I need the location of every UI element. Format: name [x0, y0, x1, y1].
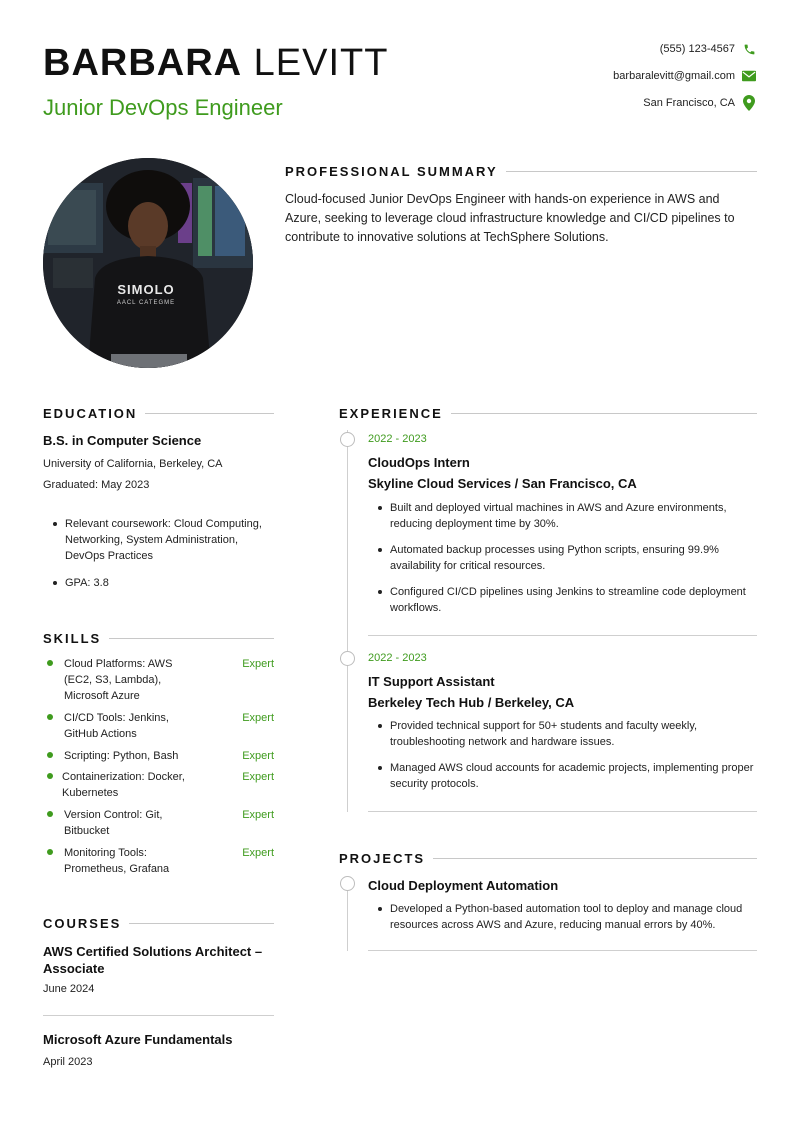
bullet-dot [47, 752, 53, 758]
timeline-node [340, 876, 355, 891]
candidate-name [43, 44, 388, 82]
job-divider [368, 635, 757, 636]
heading-rule [129, 923, 274, 924]
experience-heading [339, 406, 757, 421]
skill-level: Expert [242, 771, 274, 783]
contact-email [496, 68, 756, 84]
skill-name: Containerization: Docker, Kubernetes [62, 771, 185, 799]
list-item: Built and deployed virtual machines in AWS and Azure environments, reducing deployment time by 30%. [375, 500, 765, 532]
shirt-print-line2: AACL CATEGME [116, 300, 176, 306]
phone-text: (555) 123-4567 [659, 43, 735, 55]
list-item: GPA: 3.8 [50, 575, 275, 591]
job-bullets [375, 718, 775, 792]
skill-level: Expert [242, 750, 274, 762]
skill-level: Expert [242, 809, 274, 821]
shirt-print-line1: SIMOLO [117, 282, 175, 297]
timeline-node [340, 651, 355, 666]
timeline-node [340, 432, 355, 447]
education-heading [43, 406, 274, 421]
list-item: Configured CI/CD pipelines using Jenkins to streamline code deployment workflows. [375, 584, 765, 616]
skill-name: Version Control: Git, Bitbucket [64, 809, 163, 837]
education-bullets [50, 516, 275, 591]
bullet-dot [47, 849, 53, 855]
job-divider [368, 811, 757, 812]
project-divider [368, 950, 757, 951]
projects-heading-text: PROJECTS [339, 851, 426, 866]
school: University of California, Berkeley, CA [43, 458, 223, 470]
course-title: Microsoft Azure Fundamentals [43, 1032, 233, 1047]
list-item: Provided technical support for 50+ students and faculty weekly, troubleshooting network and hardware issues. [375, 718, 775, 750]
job-dates: 2022 - 2023 [368, 652, 427, 664]
contact-location [496, 95, 756, 111]
skill-name: Monitoring Tools: Prometheus, Grafana [64, 847, 170, 875]
skill-level: Expert [242, 658, 274, 670]
experience-heading-text: EXPERIENCE [339, 406, 443, 421]
course-date: June 2024 [43, 983, 95, 995]
skills-heading [43, 631, 274, 646]
skill-name: Cloud Platforms: AWS (EC2, S3, Lambda), Microsoft Azure [64, 658, 173, 702]
job-role: CloudOps Intern [368, 455, 470, 470]
project-title: Cloud Deployment Automation [368, 878, 559, 893]
bullet-dot [47, 714, 53, 720]
map-pin-icon [742, 96, 756, 110]
experience-timeline [347, 430, 348, 812]
skills-heading-text: SKILLS [43, 631, 102, 646]
list-item: Managed AWS cloud accounts for academic projects, implementing proper security protocols. [375, 760, 775, 792]
list-item: Developed a Python-based automation tool to deploy and manage cloud resources across AWS and Azure, reducing manual errors by 40%. [375, 901, 765, 933]
last-name: LEVITT [253, 42, 389, 84]
summary-text: Cloud-focused Junior DevOps Engineer with hands-on experience in AWS and Azure, seeking to leverage cloud infrastructure knowledge and CI/CD pipelines to contribute to innovative solutions at TechSphere Solutions. [285, 192, 735, 244]
course-date: April 2023 [43, 1056, 93, 1068]
phone-icon [742, 42, 756, 56]
skill-name: Scripting: Python, Bash [64, 750, 179, 762]
job-dates: 2022 - 2023 [368, 433, 427, 445]
degree: B.S. in Computer Science [43, 433, 202, 448]
email-text[interactable]: barbaralevitt@gmail.com [613, 70, 735, 82]
job-company: Skyline Cloud Services / San Francisco, CA [368, 476, 637, 491]
bullet-dot [47, 811, 53, 817]
heading-rule [109, 638, 274, 639]
heading-rule [451, 413, 757, 414]
job-bullets [375, 500, 765, 616]
course-title: AWS Certified Solutions Architect – Associate [43, 944, 263, 976]
list-item: Relevant coursework: Cloud Computing, Networking, System Administration, DevOps Practices [50, 516, 275, 564]
heading-rule [145, 413, 274, 414]
bullet-dot [47, 660, 53, 666]
job-role: IT Support Assistant [368, 674, 495, 689]
skill-level: Expert [242, 712, 274, 724]
heading-rule [433, 858, 757, 859]
location-text: San Francisco, CA [643, 97, 735, 109]
courses-heading-text: COURSES [43, 916, 122, 931]
course-divider [43, 1015, 274, 1016]
summary-heading-text: PROFESSIONAL SUMMARY [285, 164, 498, 179]
projects-heading [339, 851, 757, 866]
courses-heading [43, 916, 274, 931]
first-name: BARBARA [43, 42, 243, 84]
envelope-icon [742, 69, 756, 83]
project-bullets [375, 901, 765, 933]
contact-phone [496, 41, 756, 57]
summary-heading [285, 164, 757, 179]
education-heading-text: EDUCATION [43, 406, 138, 421]
job-title: Junior DevOps Engineer [43, 95, 283, 120]
heading-rule [506, 171, 757, 172]
skill-level: Expert [242, 847, 274, 859]
skill-name: CI/CD Tools: Jenkins, GitHub Actions [64, 712, 169, 740]
list-item: Automated backup processes using Python scripts, ensuring 99.9% availability for critical resources. [375, 542, 765, 574]
job-company: Berkeley Tech Hub / Berkeley, CA [368, 695, 575, 710]
graduation-date: Graduated: May 2023 [43, 479, 150, 491]
profile-photo [43, 158, 253, 368]
bullet-dot [47, 773, 53, 779]
